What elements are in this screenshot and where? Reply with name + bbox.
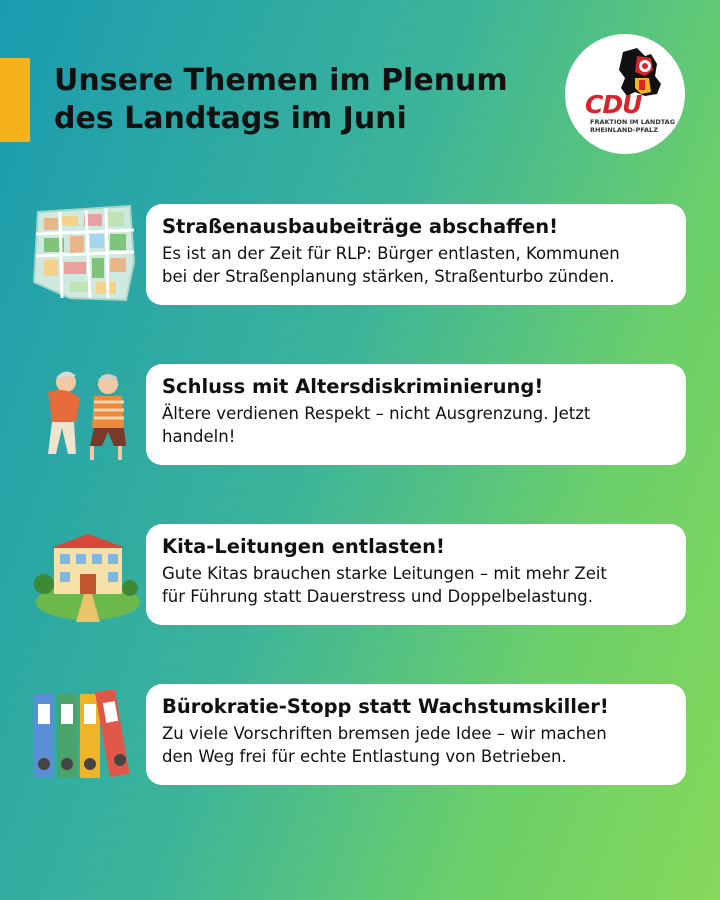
topic-text bbox=[162, 562, 670, 608]
cdu-logo bbox=[565, 34, 685, 154]
topic-card-4 bbox=[146, 684, 686, 785]
accent-bar bbox=[0, 58, 30, 142]
topic-text bbox=[162, 402, 670, 448]
topic-text-line: den Weg frei für echte Entlastung von Betrieben. bbox=[162, 747, 567, 766]
page-title bbox=[54, 62, 534, 138]
cdu-wordmark: CDU bbox=[585, 90, 642, 119]
logo-subline-2: RHEINLAND-PFALZ bbox=[590, 126, 658, 134]
logo-subline-1: FRAKTION IM LANDTAG bbox=[590, 118, 676, 126]
topic-heading: Kita-Leitungen entlasten! bbox=[162, 535, 445, 558]
topic-card-2 bbox=[146, 364, 686, 465]
topic-text-line: Ältere verdienen Respekt – nicht Ausgrenzung. Jetzt bbox=[162, 404, 591, 423]
title-line-1: Unsere Themen im Plenum bbox=[54, 63, 508, 98]
topic-card-3 bbox=[146, 524, 686, 625]
topic-heading: Straßenausbaubeiträge abschaffen! bbox=[162, 215, 558, 238]
topic-heading: Schluss mit Altersdiskriminierung! bbox=[162, 375, 544, 398]
topic-text-line: Es ist an der Zeit für RLP: Bürger entlasten, Kommunen bbox=[162, 244, 620, 263]
city-map-icon bbox=[30, 202, 140, 306]
kindergarten-building-icon bbox=[30, 522, 140, 626]
topic-text-line: bei der Straßenplanung stärken, Straßenturbo zünden. bbox=[162, 267, 615, 286]
title-line-2: des Landtags im Juni bbox=[54, 101, 407, 136]
topic-text-line: Zu viele Vorschriften bremsen jede Idee – wir machen bbox=[162, 724, 607, 743]
topic-text bbox=[162, 722, 670, 768]
elderly-couple-icon bbox=[30, 362, 140, 466]
logo-subline bbox=[590, 118, 675, 134]
topic-heading: Bürokratie-Stopp statt Wachstumskiller! bbox=[162, 695, 609, 718]
topic-text-line: handeln! bbox=[162, 427, 236, 446]
topic-text-line: Gute Kitas brauchen starke Leitungen – mit mehr Zeit bbox=[162, 564, 607, 583]
topic-text bbox=[162, 242, 670, 288]
binders-icon bbox=[30, 682, 140, 786]
topic-card-1 bbox=[146, 204, 686, 305]
topic-text-line: für Führung statt Dauerstress und Doppelbelastung. bbox=[162, 587, 593, 606]
